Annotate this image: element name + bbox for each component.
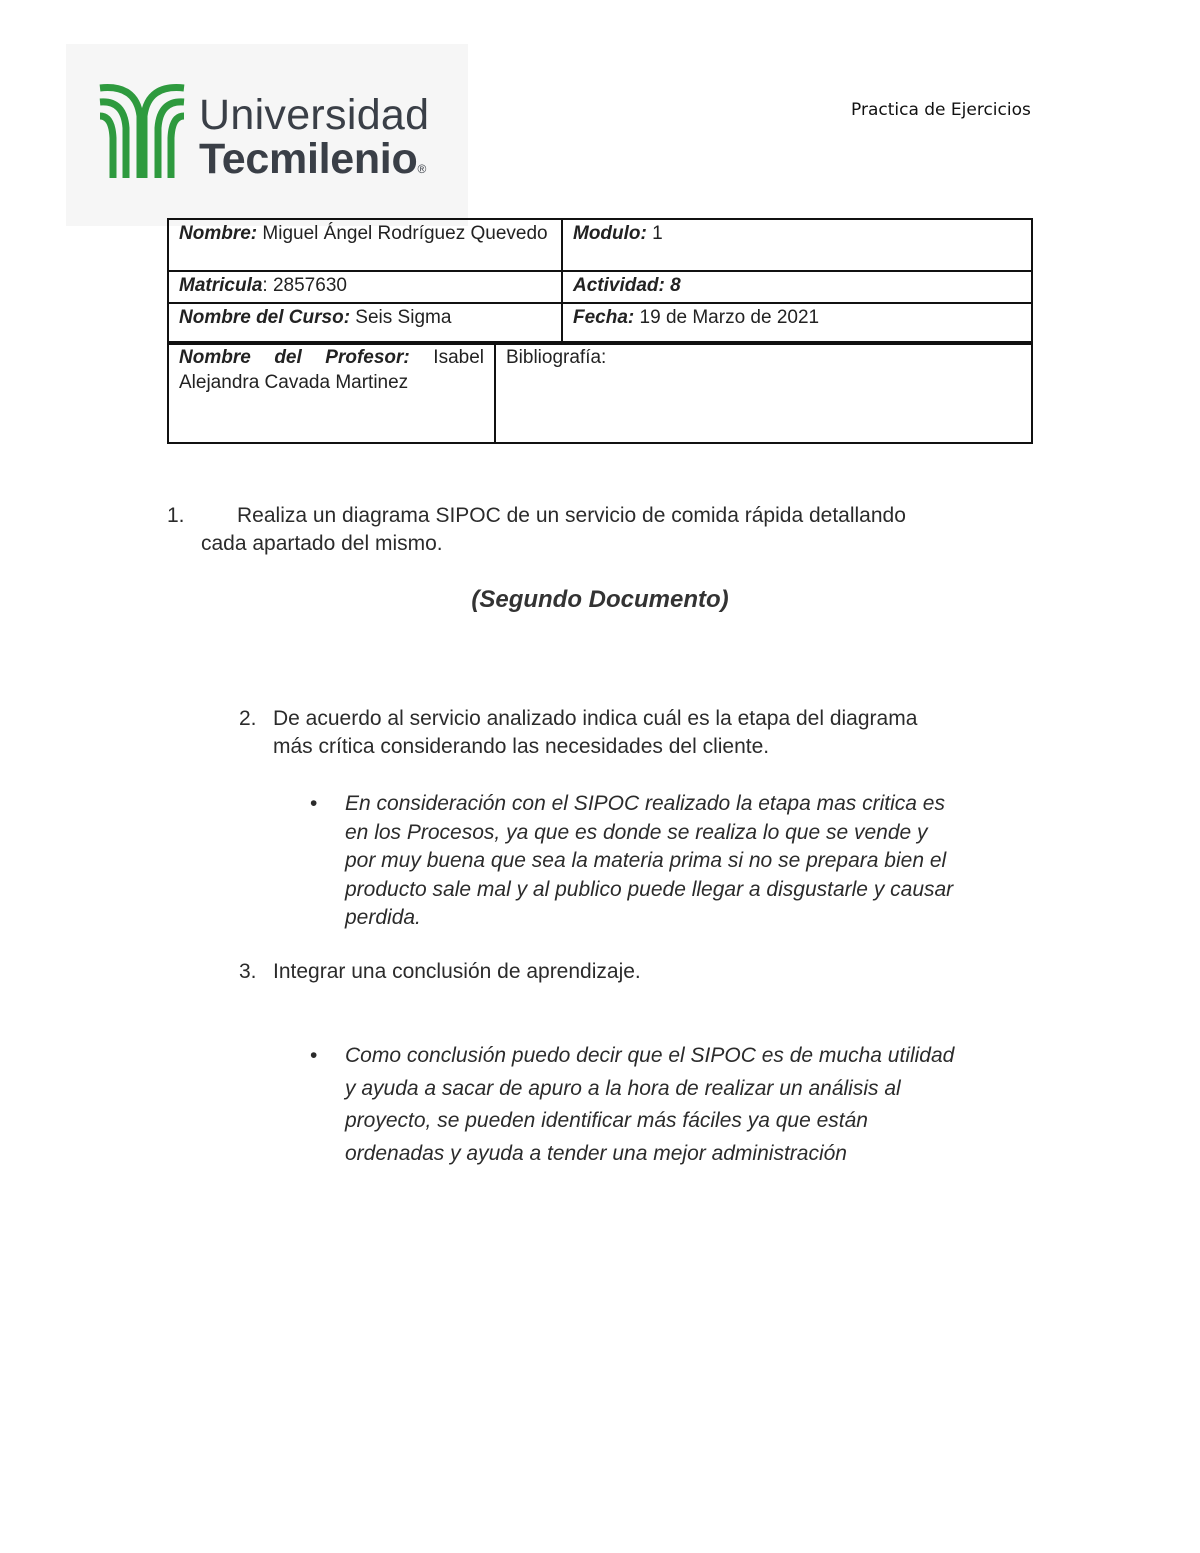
table-row [168, 303, 1032, 344]
question-2-text-b: más crítica considerando las necesidades del cliente. [273, 735, 770, 758]
modulo-label: Modulo: [573, 223, 647, 244]
actividad-cell [562, 271, 1032, 303]
bibliografia-label: Bibliografía: [506, 347, 607, 368]
tecmilenio-logo-icon [96, 82, 188, 180]
logo-line-tecmilenio [199, 135, 429, 183]
nombre-label: Nombre: [179, 223, 258, 244]
question-3-number: 3. [239, 960, 257, 983]
answer-2-line: ordenadas y ayuda a tender una mejor administración [345, 1141, 847, 1165]
nombre-value: Miguel Ángel Rodríguez Quevedo [257, 223, 548, 244]
answer-2-line: y ayuda a sacar de apuro a la hora de realizar un análisis al [345, 1076, 901, 1100]
answer-1-line: en los Procesos, ya que es donde se realiza lo que se vende y [345, 820, 928, 844]
curso-value: Seis Sigma [350, 307, 452, 328]
curso-cell [168, 303, 562, 344]
actividad-label: Actividad: 8 [573, 275, 681, 296]
answer-1-text [345, 790, 1035, 933]
question-2-number: 2. [239, 707, 257, 730]
answer-2-line: proyecto, se pueden identificar más fáciles ya que están [345, 1109, 868, 1132]
answer-1-line: perdida. [345, 906, 421, 929]
professor-info-table [167, 341, 1033, 444]
answer-1-line: En consideración con el SIPOC realizado la etapa mas critica es [345, 792, 945, 815]
table-row [168, 219, 1032, 271]
bullet-icon: • [310, 1044, 318, 1067]
document-header-title: Practica de Ejercicios [851, 100, 1031, 120]
curso-label: Nombre del Curso: [179, 307, 351, 328]
answer-1-line: producto sale mal y al publico puede llegar a disgustarle y causar [345, 877, 954, 901]
logo-line-universidad: Universidad [199, 91, 430, 139]
question-2 [239, 705, 1019, 761]
matricula-value: : 2857630 [262, 275, 347, 296]
question-1-text-b: cada apartado del mismo. [201, 532, 443, 555]
modulo-cell [562, 219, 1032, 271]
question-3-text: Integrar una conclusión de aprendizaje. [273, 960, 641, 983]
fecha-label: Fecha: [573, 307, 635, 328]
modulo-value: 1 [646, 223, 663, 244]
bullet-icon: • [310, 792, 318, 815]
table-row [168, 271, 1032, 303]
logo-wordmark [199, 91, 430, 183]
question-1 [167, 502, 1007, 558]
subtitle: (Segundo Documento) [471, 586, 729, 613]
answer-1-line: por muy buena que sea la materia prima si no se prepara bien el [345, 849, 947, 872]
bibliografia-cell [495, 342, 1032, 443]
profesor-value: Isabel Alejandra Cavada Martinez [179, 347, 484, 393]
table-row [168, 342, 1032, 443]
matricula-label: Matricula [179, 275, 263, 296]
question-1-text-a: Realiza un diagrama SIPOC de un servicio de comida rápida detallando [237, 504, 906, 527]
answer-2-line: Como conclusión puedo decir que el SIPOC es de mucha utilidad [345, 1044, 955, 1067]
question-2-text-a: De acuerdo al servicio analizado indica cuál es la etapa del diagrama [273, 707, 918, 730]
fecha-value: 19 de Marzo de 2021 [634, 307, 820, 328]
student-info-table [167, 218, 1033, 345]
question-3 [239, 958, 1019, 986]
matricula-cell [168, 271, 562, 303]
profesor-label: Nombre del Profesor: [179, 347, 410, 368]
fecha-cell [562, 303, 1032, 344]
registered-mark: ® [417, 162, 426, 176]
logo-line-tecmilenio-text: Tecmilenio [199, 135, 418, 183]
university-logo [66, 44, 468, 226]
nombre-cell [168, 219, 562, 271]
profesor-cell [168, 342, 495, 443]
answer-2-text [345, 1040, 1035, 1170]
question-1-number: 1. [167, 504, 185, 527]
